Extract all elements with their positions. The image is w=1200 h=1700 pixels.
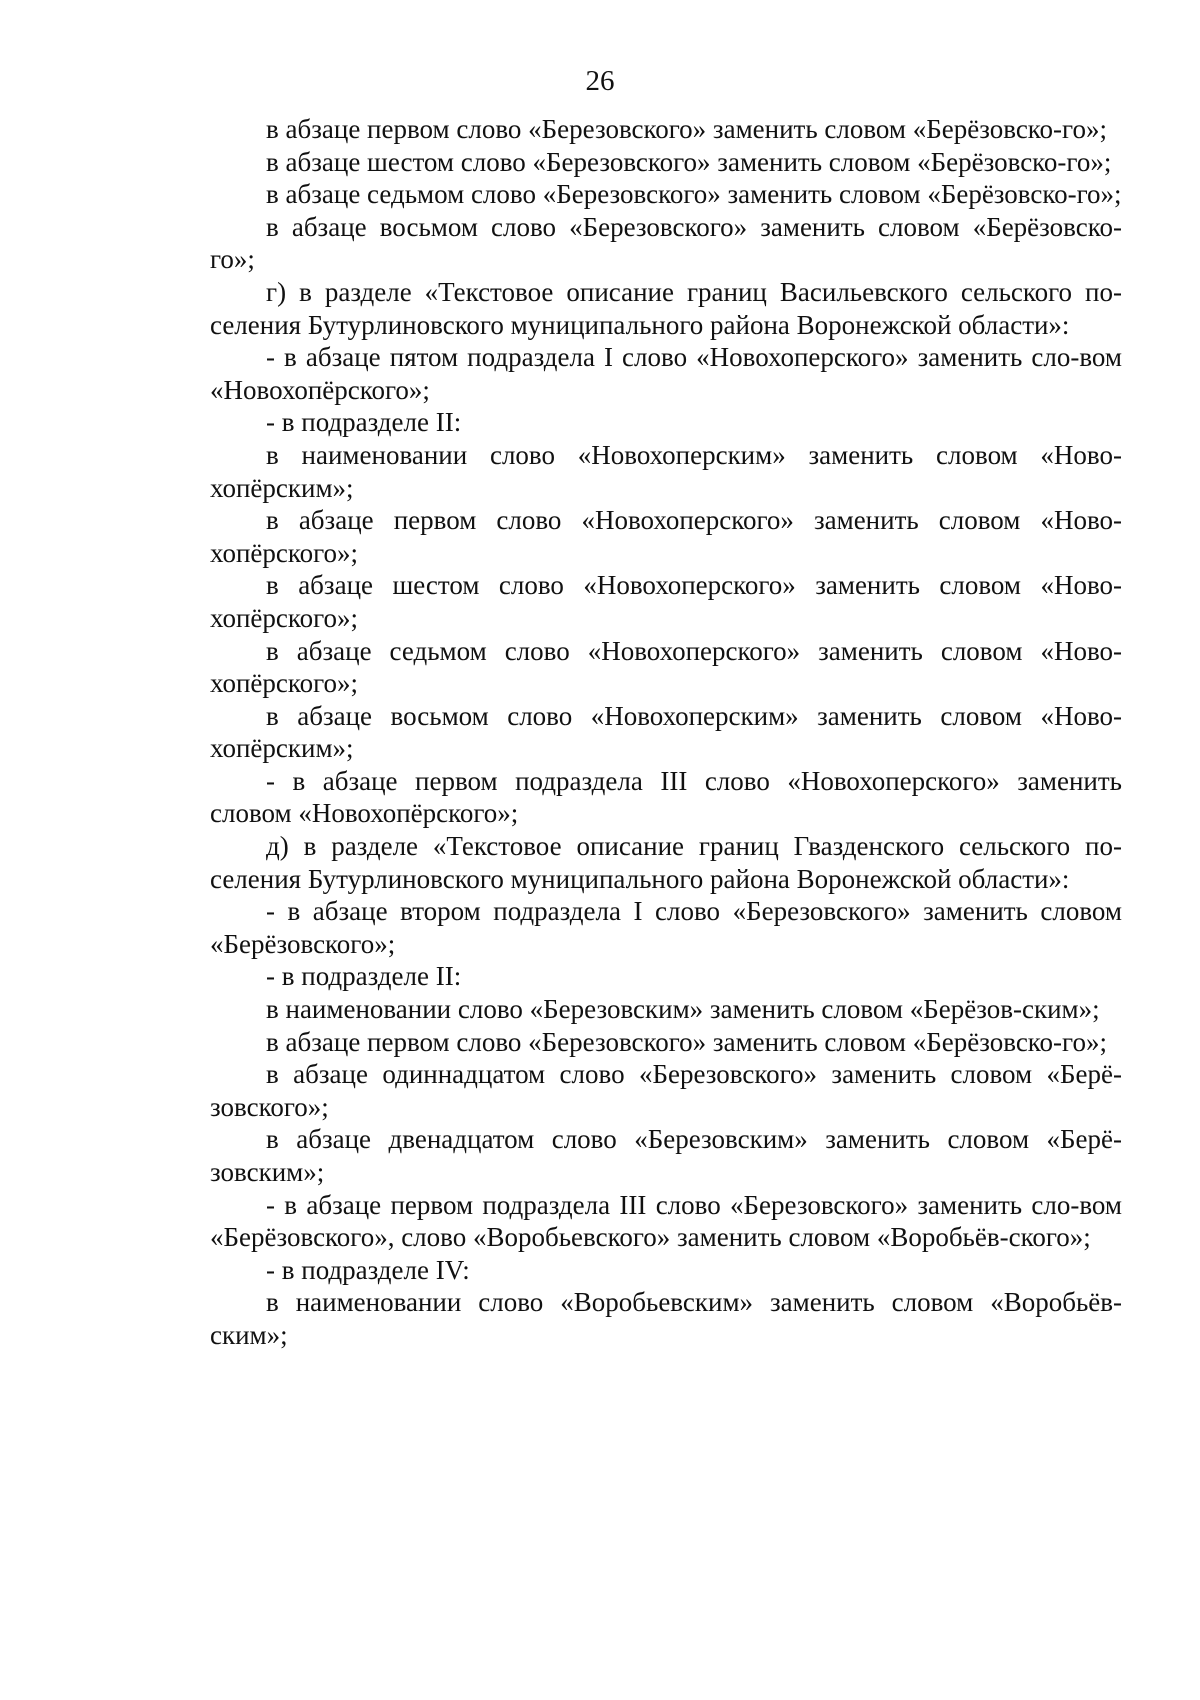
paragraph: в наименовании слово «Березовским» заменить словом «Берёзов-ским»; xyxy=(266,994,1100,1025)
paragraph: - в абзаце первом подраздела III слово «Новохоперского» заменить словом «Новохопёрского»; xyxy=(210,765,1122,829)
paragraph: - в подразделе IV: xyxy=(266,1254,470,1285)
paragraph: в абзаце шестом слово «Березовского» заменить словом «Берёзовско-го»; xyxy=(266,146,1112,177)
paragraph: в абзаце первом слово «Березовского» заменить словом «Берёзовско-го»; xyxy=(266,114,1107,144)
paragraph: в абзаце одиннадцатом слово «Березовского» заменить словом «Берё-зовского»; xyxy=(210,1059,1122,1122)
paragraph: в наименовании слово «Воробьевским» заменить словом «Воробьёв-ским»; xyxy=(210,1287,1122,1350)
paragraph: в абзаце седьмом слово «Новохоперского» заменить словом «Ново-хопёрского»; xyxy=(210,635,1122,699)
paragraph: - в абзаце первом подраздела III слово «Березовского» заменить сло-вом «Берёзовского», слово «Воробьевского» заменить словом «Воробьёв-ского»; xyxy=(210,1189,1122,1253)
paragraph: в абзаце двенадцатом слово «Березовским» заменить словом «Берё-зовским»; xyxy=(210,1124,1122,1187)
paragraph: в абзаце восьмом слово «Новохоперским» заменить словом «Ново-хопёрским»; xyxy=(210,700,1122,764)
paragraph: - в абзаце пятом подраздела I слово «Новохоперского» заменить сло-вом «Новохопёрского»; xyxy=(210,342,1122,405)
paragraph: в абзаце первом слово «Березовского» заменить словом «Берёзовско-го»; xyxy=(266,1026,1107,1057)
paragraph: д) в разделе «Текстовое описание границ Гвазденского сельского по-селения Бутурлиновского муниципального района Воронежской области»: xyxy=(210,831,1122,894)
paragraph: - в подразделе II: xyxy=(266,407,462,438)
paragraph: в абзаце первом слово «Новохоперского» заменить словом «Ново-хопёрского»; xyxy=(210,505,1122,568)
paragraph: - в абзаце втором подраздела I слово «Березовского» заменить словом «Берёзовского»; xyxy=(210,896,1122,959)
page-number: 26 xyxy=(585,65,615,97)
paragraph: - в подразделе II: xyxy=(266,961,462,992)
paragraph: г) в разделе «Текстовое описание границ Васильевского сельского по-селения Бутурлиновского муниципального района Воронежской области»: xyxy=(210,276,1122,340)
paragraph: в абзаце шестом слово «Новохоперского» заменить словом «Ново-хопёрского»; xyxy=(210,570,1122,633)
paragraph: в абзаце восьмом слово «Березовского» заменить словом «Берёзовско-го»; xyxy=(210,211,1122,275)
paragraph: в абзаце седьмом слово «Березовского» заменить словом «Берёзовско-го»; xyxy=(266,179,1122,210)
document-body xyxy=(210,113,1122,1352)
paragraph: в наименовании слово «Новохоперским» заменить словом «Ново-хопёрским»; xyxy=(210,439,1122,503)
